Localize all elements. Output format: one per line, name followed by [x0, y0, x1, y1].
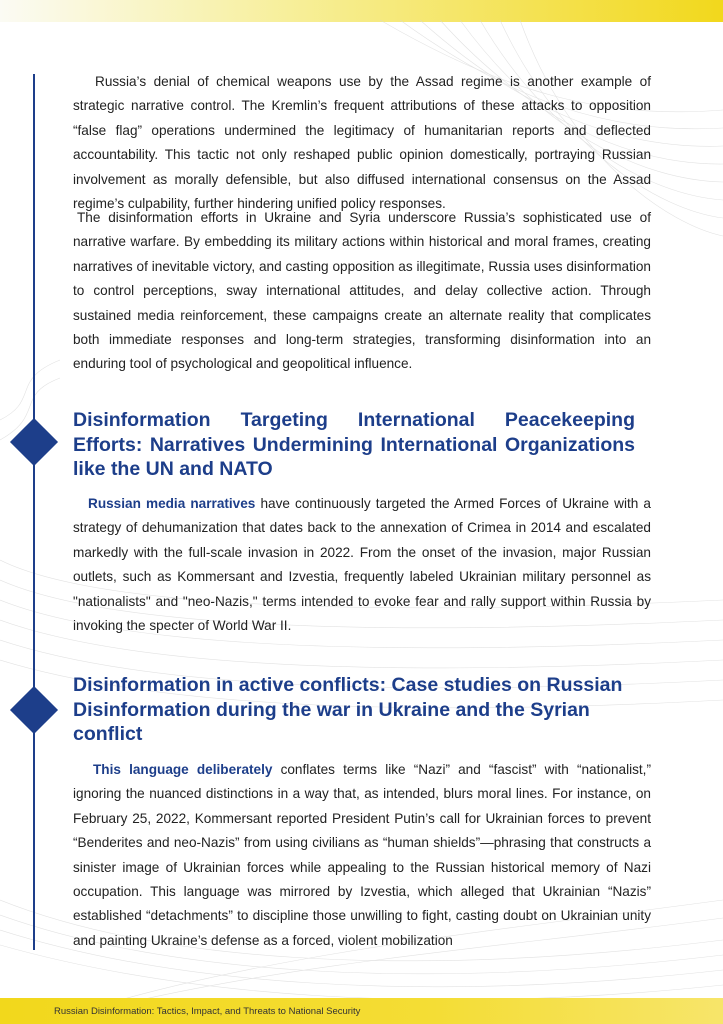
paragraph-text: The disinformation efforts in Ukraine and Syria underscore Russia’s sophisticated use of narrative warfare. By embedding its military actions within historical and moral frames, creating narratives of inevitable victory, and casting opposition as illegitimate, Russia uses disinformation to control perceptions, sway international attitudes, and delay collective action. Through sustained media reinforcement, these campaigns create an alternate reality that complicates both immediate responses and long-term strategies, transforming disinformation into an enduring tool of psychological and geopolitical influence. — [73, 210, 651, 372]
paragraph-text: have continuously targeted the Armed Forces of Ukraine with a strategy of dehumanization that dates back to the annexation of Crimea in 2014 and escalated markedly with the full-scale invasion in 2022. From the onset of the invasion, major Russian outlets, such as Kommersant and Izvestia, frequently labeled Ukrainian military personnel as "nationalists" and "neo-Nazis," terms intended to evoke fear and rally support within Russia by invoking the specter of World War II. — [73, 496, 651, 634]
body-paragraph — [73, 758, 651, 953]
footer-title: Russian Disinformation: Tactics, Impact, and Threats to National Security — [54, 1006, 361, 1017]
body-paragraph — [73, 70, 651, 216]
body-paragraph — [73, 206, 651, 377]
left-timeline-line — [33, 74, 35, 950]
lead-phrase: Russian media narratives — [88, 496, 256, 511]
lead-phrase: This language deliberately — [93, 762, 273, 777]
section-heading: Disinformation in active conflicts: Case studies on Russian Disinformation during the war in Ukraine and the Syrian conflict — [73, 674, 623, 745]
paragraph-text: conflates terms like “Nazi” and “fascist” with “nationalist,” ignoring the nuanced distinctions in a way that, as intended, blurs moral lines. For instance, on February 25, 2022, Kommersant reported President Putin’s call for Ukrainian forces to prevent “Benderites and neo-Nazis” from using civilians as “human shields”—phrasing that constructs a sinister image of Ukrainian forces while appealing to the Russian historical memory of Nazi occupation. This language was mirrored by Izvestia, which alleged that Ukrainian “Nazis” established “detachments” to discipline those unwilling to fight, casting doubt on Ukrainian unity and painting Ukraine’s defense as a forced, violent mobilization — [73, 762, 651, 948]
paragraph-text: Russia’s denial of chemical weapons use by the Assad regime is another example of strategic narrative control. The Kremlin’s frequent attributions of these attacks to opposition “false flag” operations undermined the legitimacy of humanitarian reports and deflected accountability. This tactic not only reshaped public opinion domestically, portraying Russian involvement as morally defensible, but also diffused international consensus on the Assad regime’s culpability, further hindering unified policy responses. — [73, 74, 651, 212]
body-paragraph — [73, 492, 651, 638]
section-heading: Disinformation Targeting International Peacekeeping Efforts: Narratives Undermining International Organizations like the UN and NATO — [73, 409, 635, 480]
